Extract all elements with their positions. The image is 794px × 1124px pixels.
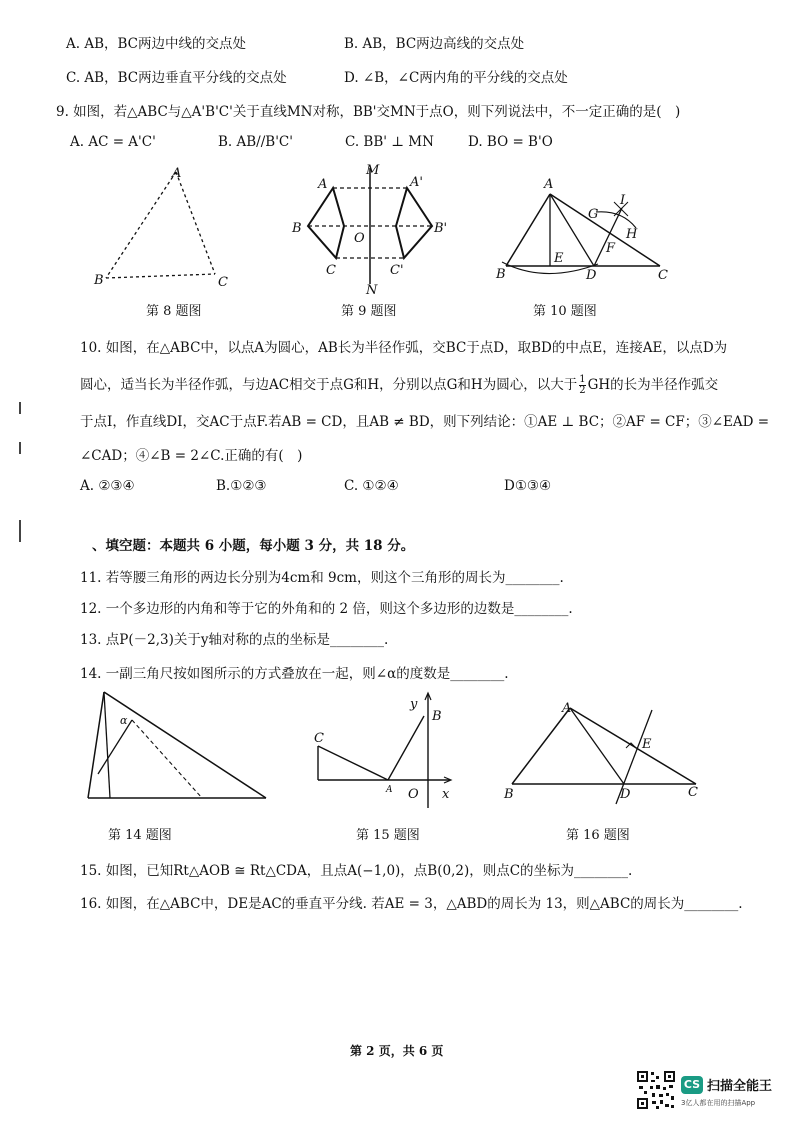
q9-option-c: C. BB' ⊥ MN: [345, 134, 434, 150]
q10-fraction-numerator: 1: [579, 374, 586, 385]
q9-option-b: B. AB//B'C': [218, 134, 293, 150]
svg-text:C: C: [658, 268, 668, 283]
figure-9: [286, 160, 466, 295]
camscanner-name: 扫描全能王: [707, 1079, 773, 1094]
q12: 12. 一个多边形的内角和等于它的外角和的 2 倍，则这个多边形的边数是________.: [80, 601, 573, 617]
svg-text:A: A: [172, 166, 182, 181]
svg-text:E: E: [642, 737, 652, 752]
q10-line2-post: GH的长为半径作弧交: [587, 377, 719, 393]
scan-edge-mark: [19, 520, 21, 542]
q10-line2: [80, 373, 718, 396]
figure-8: [88, 162, 248, 292]
svg-text:A: A: [318, 177, 328, 192]
svg-text:B: B: [94, 273, 104, 288]
q10-fraction: [579, 375, 585, 396]
fig16-caption: 第 16 题图: [566, 828, 630, 843]
svg-text:C: C: [314, 731, 324, 746]
svg-text:D: D: [586, 268, 597, 283]
q16: 16. 如图，在△ABC中，DE是AC的垂直平分线. 若AE = 3，△ABD的周长为 13，则△ABC的周长为________.: [80, 896, 743, 912]
svg-text:A': A': [410, 175, 423, 190]
scan-edge-mark: [19, 442, 21, 454]
svg-text:y: y: [410, 697, 418, 712]
q13: 13. 点P(－2,3)关于y轴对称的点的坐标是________.: [80, 632, 389, 648]
q8-option-a: A. AB，BC两边中线的交点处: [66, 36, 247, 52]
fig10-caption: 第 10 题图: [533, 304, 597, 319]
svg-text:O: O: [408, 787, 419, 802]
svg-text:B: B: [432, 709, 442, 724]
scan-edge-mark: [19, 402, 21, 414]
q10-option-d: D①③④: [504, 478, 552, 494]
page-footer: 第 2 页，共 6 页: [350, 1044, 444, 1058]
section2-heading: 、填空题：本题共 6 小题，每小题 3 分，共 18 分。: [92, 538, 415, 554]
figure-14: [84, 688, 274, 808]
svg-text:C: C: [326, 263, 336, 278]
svg-text:B: B: [292, 221, 302, 236]
q10-fraction-denominator: 2: [579, 385, 586, 396]
q11: 11. 若等腰三角形的两边长分别为4cm和 9cm，则这个三角形的周长为________.: [80, 570, 564, 586]
q8-option-b: B. AB，BC两边高线的交点处: [344, 36, 525, 52]
q10-option-c: C. ①②④: [344, 478, 399, 494]
camscanner-tagline: 3亿人都在用的扫描App: [681, 1099, 756, 1107]
q9-option-d: D. BO = B'O: [468, 134, 553, 150]
q10-line4: ∠CAD；④∠B = 2∠C.正确的有( ): [80, 448, 303, 464]
svg-text:B': B': [434, 221, 448, 236]
camscanner-logo: CS: [681, 1076, 703, 1094]
q9-option-a: A. AC = A'C': [70, 134, 156, 150]
q10-option-a: A. ②③④: [80, 478, 135, 494]
q10-option-b: B.①②③: [216, 478, 267, 494]
svg-text:H: H: [626, 227, 638, 242]
svg-text:G: G: [588, 207, 599, 222]
svg-text:D: D: [620, 787, 631, 802]
figure-16: [500, 696, 710, 808]
svg-text:E: E: [554, 251, 564, 266]
svg-text:x: x: [442, 787, 450, 802]
q14: 14. 一副三角尺按如图所示的方式叠放在一起，则∠α的度数是________.: [80, 666, 509, 682]
q10-line3: 于点I，作直线DI，交AC于点F.若AB = CD，且AB ≠ BD，则下列结论：①AE ⊥ BC；②AF = CF；③∠EAD =: [80, 414, 770, 430]
fig9-caption: 第 9 题图: [341, 304, 397, 319]
svg-text:A: A: [544, 177, 554, 192]
svg-text:I: I: [620, 193, 626, 208]
svg-text:F: F: [606, 241, 616, 256]
q10-line1: 10. 如图，在△ABC中，以点A为圆心，AB长为半径作弧，交BC于点D，取BD的中点E，连接AE，以点D为: [80, 340, 728, 356]
fig15-caption: 第 15 题图: [356, 828, 420, 843]
svg-text:C': C': [390, 263, 404, 278]
q15: 15. 如图，已知Rt△AOB ≅ Rt△CDA，且点A(−1,0)，点B(0,2)，则点C的坐标为________.: [80, 863, 633, 879]
svg-text:C: C: [218, 275, 228, 290]
q8-option-d: D. ∠B，∠C两内角的平分线的交点处: [344, 70, 568, 86]
svg-text:M: M: [366, 163, 380, 178]
svg-text:A: A: [562, 701, 572, 716]
q10-line2-pre: 圆心，适当长为半径作弧，与边AC相交于点G和H，分别以点G和H为圆心，以大于: [80, 377, 578, 393]
svg-text:C: C: [688, 785, 698, 800]
svg-text:O: O: [354, 231, 365, 246]
q9-stem: 9. 如图，若△ABC与△A'B'C'关于直线MN对称，BB'交MN于点O，则下列说法中，不一定正确的是( ): [56, 104, 681, 120]
q8-option-c: C. AB，BC两边垂直平分线的交点处: [66, 70, 287, 86]
fig14-caption: 第 14 题图: [108, 828, 172, 843]
svg-text:A: A: [386, 785, 393, 795]
svg-text:B: B: [496, 267, 506, 282]
qr-code-icon: [636, 1070, 676, 1110]
svg-text:α: α: [120, 714, 128, 727]
figure-15: [308, 690, 458, 814]
figure-10: [494, 172, 684, 290]
fig8-caption: 第 8 题图: [146, 304, 202, 319]
svg-text:B: B: [504, 787, 514, 802]
svg-text:N: N: [366, 283, 378, 295]
